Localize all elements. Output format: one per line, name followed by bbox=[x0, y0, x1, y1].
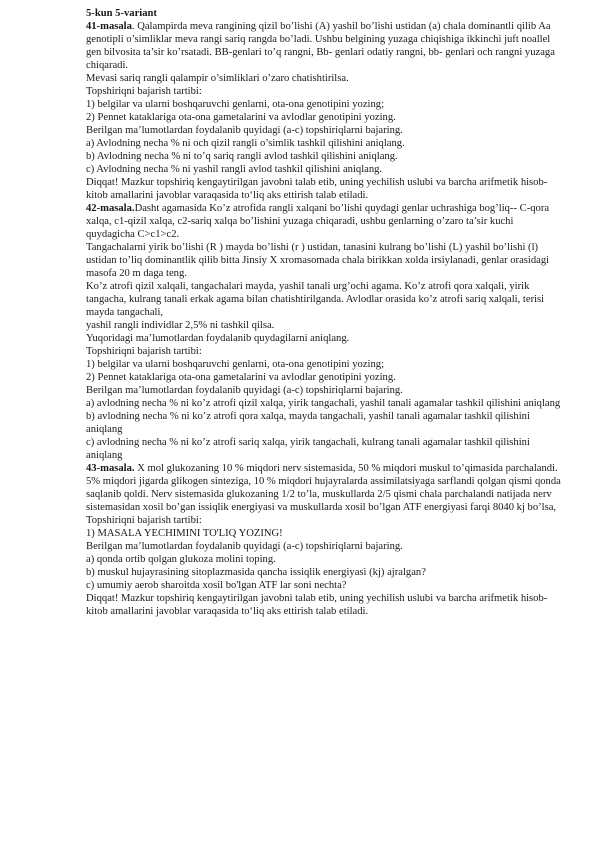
problem-43-paragraph: Berilgan ma’lumotlardan foydalanib quyidagi (a-c) topshiriqlarni bajaring. bbox=[86, 541, 403, 552]
problem-41-paragraph: 2) Pennet kataklariga ota-ona gametalarini va avlodlar genotipini yozing. bbox=[86, 112, 396, 123]
problem-42-paragraph: Tangachalarni yirik bo’lishi (R ) mayda bo’lishi (r ) ustidan, tanasini kulrang bo’lishi (L) yashil bo’lishi (l) ustidan to’liq dominantlik qilib bitta Jinsiy X xromasomada chala birikkan xolda irsiylanadi, genlar orasidagi masofa 20 m daga teng. bbox=[86, 242, 550, 279]
problem-42-question-c: c) avlodning necha % ni ko’z atrofi sariq xalqa, yirik tangachali, kulrang tanali agamalar tashkil qilishini aniqlang bbox=[86, 437, 530, 461]
problem-43-note: Diqqat! Mazkur topshiriq kengaytirilgan javobni talab etib, uning yechilish uslubi va barcha arifmetik hisob-kitob amallarini javoblar varaqasida to‘liq aks ettirish talab etiladi. bbox=[86, 593, 548, 617]
problem-41-paragraph: Mevasi sariq rangli qalampir o’simliklari o’zaro chatishtirilsa. bbox=[86, 73, 349, 84]
problem-42-paragraph: 1) belgilar va ularni boshqaruvchi genlarni, ota-ona genotipini yozing; bbox=[86, 359, 385, 370]
problem-43-question-b: b) muskul hujayrasining sitoplazmasida qancha issiqlik energiyasi (kj) ajralgan? bbox=[86, 567, 426, 578]
problem-43-paragraph: Topshiriqni bajarish tartibi: bbox=[86, 515, 202, 526]
problem-42-text: Dasht agamasida Ko’z atrofida rangli xalqani bo’lishi quydagi genlar uchrashiga bog’liq-- C-qora xalqa, c1-qizil xalqa, c2-sariq xalqa bo’lishini yuzaga chiqaradi, ushbu genlarning o’zaro ta’sir kuchi quydagicha C>c1>c2. bbox=[86, 203, 550, 240]
problem-43-paragraph: 1) MASALA YECHIMINI TO'LIQ YOZING! bbox=[86, 528, 283, 539]
document-page bbox=[86, 7, 562, 618]
problem-41-paragraph: 1) belgilar va ularni boshqaruvchi genlarni, ota-ona genotipini yozing; bbox=[86, 99, 385, 110]
problem-42-paragraph: Ko’z atrofi qizil xalqali, tangachalari mayda, yashil tanali urg’ochi agama. Ko’z atrofi qora xalqali, yirik tangacha, kulrang tanali erkak agama bilan chatishtirilganda. Avlodlar orasida ko’z atrofi sariq xalqali, terisi mayda tangachali, bbox=[86, 281, 545, 318]
problem-42-paragraph: yashil rangli individlar 2,5% ni tashkil qilsa. bbox=[86, 320, 275, 331]
problem-41-note: Diqqat! Mazkur topshiriq kengaytirilgan javobni talab etib, uning yechilish uslubi va barcha arifmetik hisob-kitob amallarini javoblar varaqasida to‘liq aks ettirish talab etiladi. bbox=[86, 177, 548, 201]
problem-43-number: 43-masala. bbox=[86, 463, 135, 474]
page-title: 5-kun 5-variant bbox=[86, 8, 157, 19]
problem-41-question-b: b) Avlodning necha % ni to’q sariq rangli avlod tashkil qilishini aniqlang. bbox=[86, 151, 398, 162]
problem-42-question-a: a) avlodning necha % ni ko’z atrofi qizil xalqa, yirik tangachali, yashil tanali agamalar tashkil qilishini aniqlang bbox=[86, 398, 561, 409]
problem-43-text: X mol glukozaning 10 % miqdori nerv sistemasida, 50 % miqdori muskul to’qimasida parchalandi. 5% miqdori jigarda glikogen sinteziga, 10 % miqdori hujayralarda assimilatsiyaga sarflandi qolgan qismi qonda saqlanib qoldi. Nerv sistemasida glukozaning 1/2 to’la, muskullarda 2/5 qismi chala parchalandi natijada nerv sistemasidan xosil bo’gan issiqlik energiyasi va muskullarda xosil bo’lgan ATF energiyasi farqi 8040 kj bo’lsa, bbox=[86, 463, 561, 513]
problem-41-question-c: c) Avlodning necha % ni yashil rangli avlod tashkil qilishini aniqlang. bbox=[86, 164, 383, 175]
problem-41-intro bbox=[86, 20, 562, 72]
problem-41-paragraph: Topshiriqni bajarish tartibi: bbox=[86, 86, 202, 97]
problem-42-paragraph: Berilgan ma’lumotlardan foydalanib quyidagi (a-c) topshiriqlarni bajaring. bbox=[86, 385, 403, 396]
problem-42-paragraph: Yuqoridagi ma’lumotlardan foydalanib quydagilarni aniqlang. bbox=[86, 333, 350, 344]
problem-43-intro bbox=[86, 462, 562, 514]
problem-41-question-a: a) Avlodning necha % ni och qizil rangli o’simlik tashkil qilishini aniqlang. bbox=[86, 138, 405, 149]
problem-42-paragraph: 2) Pennet kataklariga ota-ona gametalarini va avlodlar genotipini yozing. bbox=[86, 372, 396, 383]
problem-41-paragraph: Berilgan ma’lumotlardan foydalanib quyidagi (a-c) topshiriqlarni bajaring. bbox=[86, 125, 403, 136]
problem-43-question-c: c) umumiy aerob sharoitda xosil bo'lgan ATF lar soni nechta? bbox=[86, 580, 347, 591]
problem-42-question-b: b) avlodning necha % ni ko’z atrofi qora xalqa, mayda tangachali, yashil tanali agamalar tashkil qilishini aniqlang bbox=[86, 411, 530, 435]
problem-42-intro bbox=[86, 202, 562, 241]
problem-42-paragraph: Topshiriqni bajarish tartibi: bbox=[86, 346, 202, 357]
problem-42-number: 42-masala. bbox=[86, 203, 135, 214]
problem-41-text: . Qalampirda meva rangining qizil bo’lishi (A) yashil bo’lishi ustidan (a) chala dominantli qilib Aa genotipli o’simliklar meva rangi sariq rangda bo’ladi. Ushbu belgining yuzaga chiqishiga ikkinchi juft noallel gen bilvosita ta’sir ko’rsatadi. BB-genlari to’q rangni, Bb- genlari odatiy rangni, bb- genlari och rangni yuzaga chiqaradi. bbox=[86, 21, 555, 71]
problem-43-question-a: a) qonda ortib qolgan glukoza molini toping. bbox=[86, 554, 276, 565]
problem-41-number: 41-masala bbox=[86, 21, 132, 32]
